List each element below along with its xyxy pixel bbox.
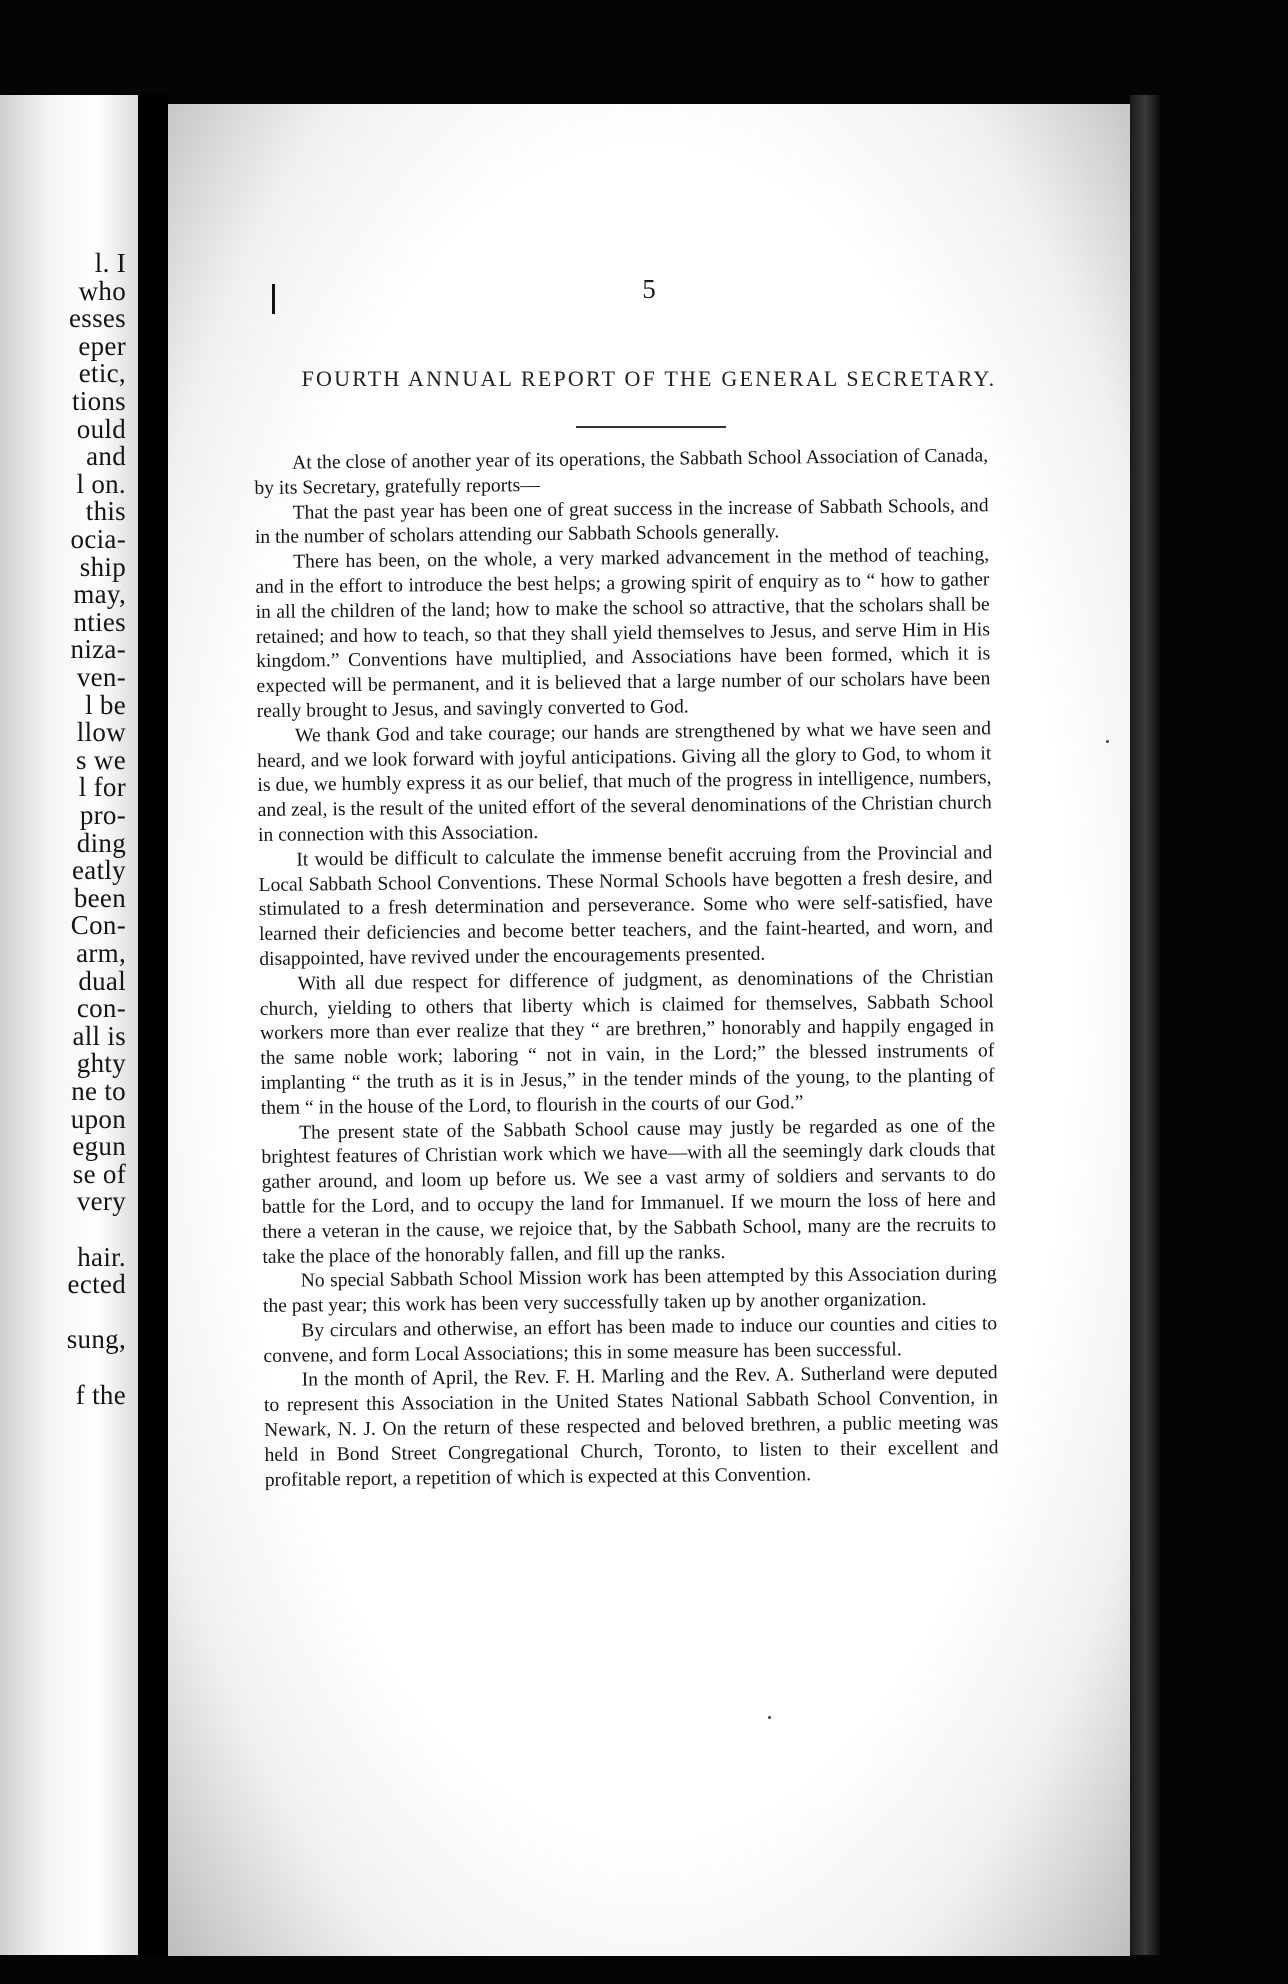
left-page-line: esses xyxy=(69,303,126,334)
page-number: 5 xyxy=(642,274,656,304)
left-page-line: may, xyxy=(73,579,126,610)
left-page-line: ocia- xyxy=(70,524,126,554)
paragraph: The present state of the Sabbath School cause may justly be regarded as one of the brightest features of Christian work which we have—with all the seemingly dark clouds that gather around, and loom up before us. We see a vast army of soldiers and servants to do battle for the Lord, and to occupy the land for Immanuel. If we mourn the loss of here and there a veteran in the cause, we rejoice that, by the Sabbath School, many are the recruits to take the place of the honorably fallen, and fill up the ranks. xyxy=(261,1114,997,1268)
left-page-line: ghty xyxy=(76,1048,126,1079)
left-page-line: dual xyxy=(78,965,126,996)
title-rule xyxy=(576,426,726,428)
left-page-line: ven- xyxy=(76,662,126,692)
left-page-line: etic, xyxy=(78,358,126,389)
left-page-line: ne to xyxy=(71,1076,126,1106)
paragraph: No special Sabbath School Mission work has been attempted by this Association during the past year; this work has been very successfully taken up by another organization. xyxy=(262,1263,997,1318)
left-page-line: llow xyxy=(76,717,126,748)
left-page-fragment xyxy=(0,95,138,1955)
left-page-line: con- xyxy=(76,993,126,1024)
left-page-line: Con- xyxy=(70,910,126,941)
report-body xyxy=(254,444,999,1493)
left-page-line: egun xyxy=(72,1131,126,1162)
left-page-line: upon xyxy=(70,1103,126,1134)
left-page-line: eatly xyxy=(72,855,126,886)
left-page-line: very xyxy=(76,1186,126,1217)
paragraph: That the past year has been one of great success in the increase of Sabbath Schools, and in the number of scholars attending our Sabbath Schools generally. xyxy=(254,494,989,549)
left-page-line: ected xyxy=(67,1269,126,1300)
left-page-line: l on. xyxy=(76,468,126,499)
paragraph: By circulars and otherwise, an effort has been made to induce our counties and cities to convene, and form Local Associations; this in some measure has been successful. xyxy=(263,1313,998,1367)
paragraph: We thank God and take courage; our hands are strengthened by what we have seen and heard, and we look forward with joyful anticipations. Giving all the glory to God, to whom it is due, we humbly express it as our belief, that much of the progress in intelligence, numbers, and zeal, is the result of the united effort of the several denominations of the Christian church in connection with this Association. xyxy=(257,718,992,846)
left-page-line: been xyxy=(73,882,126,913)
paragraph: At the close of another year of its operations, the Sabbath School Association of Canada, by its Secretary, gratefully reports— xyxy=(254,445,989,499)
left-page-line: ding xyxy=(76,827,126,858)
paragraph: In the month of April, the Rev. F. H. Marling and the Rev. A. Sutherland were deputed to represent this Association in the United States National Sabbath School Convention, in Newark, N. J. On the return of these respected and beloved brethren, a public meeting was held in Bond Street Congregational Church, Toronto, to listen to their excellent and profitable report, a repetition of which is expected at this Convention. xyxy=(263,1362,999,1491)
left-page-line: arm, xyxy=(76,938,126,968)
left-page-line: se of xyxy=(72,1158,126,1189)
paragraph: With all due respect for difference of judgment, as denominations of the Christian church, yielding to others that liberty which is claimed for themselves, Sabbath School workers more than ever realize that they “ are brethren,” honorably and happily engaged in the same noble work; laboring “ not in vain, in the Lord;” the blessed instruments of implanting “ the truth as it is in Jesus,” in the tender minds of the young, to the planting of them “ in the house of the Lord, to flourish in the courts of our God.” xyxy=(259,966,995,1119)
left-page-line: pro- xyxy=(79,800,126,830)
left-page-line: ould xyxy=(76,413,126,444)
left-page-line: all is xyxy=(72,1020,126,1051)
ink-speck xyxy=(1106,740,1109,743)
left-page-line: who xyxy=(78,275,126,306)
book-edge xyxy=(1130,95,1160,1955)
left-page-line: nties xyxy=(73,606,126,637)
left-page-line: ship xyxy=(79,551,126,582)
left-page-line: l. I xyxy=(94,248,126,278)
left-page-line: f the xyxy=(75,1379,126,1410)
left-page-line: this xyxy=(85,496,126,527)
left-page-line: niza- xyxy=(70,634,126,665)
left-page-line: tions xyxy=(71,386,126,416)
left-page-line: eper xyxy=(78,330,126,361)
book-gutter xyxy=(138,95,168,1955)
left-page-line: l be xyxy=(85,689,126,720)
ink-speck xyxy=(768,1716,771,1719)
main-page xyxy=(168,104,1130,1956)
paragraph: It would be difficult to calculate the immense benefit accruing from the Provincial and Local Sabbath School Conventions. These Normal Schools have begotten a fresh desire, and stimulated to a fresh determination and perseverance. Some who were self-satisfied, have learned their deficiencies and become better teachers, and the faint-hearted, and worn, and disappointed, have revived under the encouragements presented. xyxy=(258,842,994,970)
paragraph: There has been, on the whole, a very marked advancement in the method of teaching, and in the effort to introduce the best helps; a growing spirit of enquiry as to “ how to gather in all the children of the land; how to make the school so attractive, that the scholars shall be retained; and how to teach, so that they shall yield themselves to Jesus, and serve Him in His kingdom.” Conventions have multiplied, and Associations have been formed, which it is expected will be permanent, and it is believed that a large number of our scholars have been really brought to Jesus, and savingly converted to God. xyxy=(255,544,991,722)
left-page-line: and xyxy=(86,441,126,472)
left-page-line: l for xyxy=(78,772,126,803)
left-page-line: s we xyxy=(76,744,126,775)
report-title: FOURTH ANNUAL REPORT OF THE GENERAL SECRETARY. xyxy=(301,366,997,391)
left-page-line: sung, xyxy=(66,1324,126,1355)
left-page-line: hair. xyxy=(77,1241,126,1272)
